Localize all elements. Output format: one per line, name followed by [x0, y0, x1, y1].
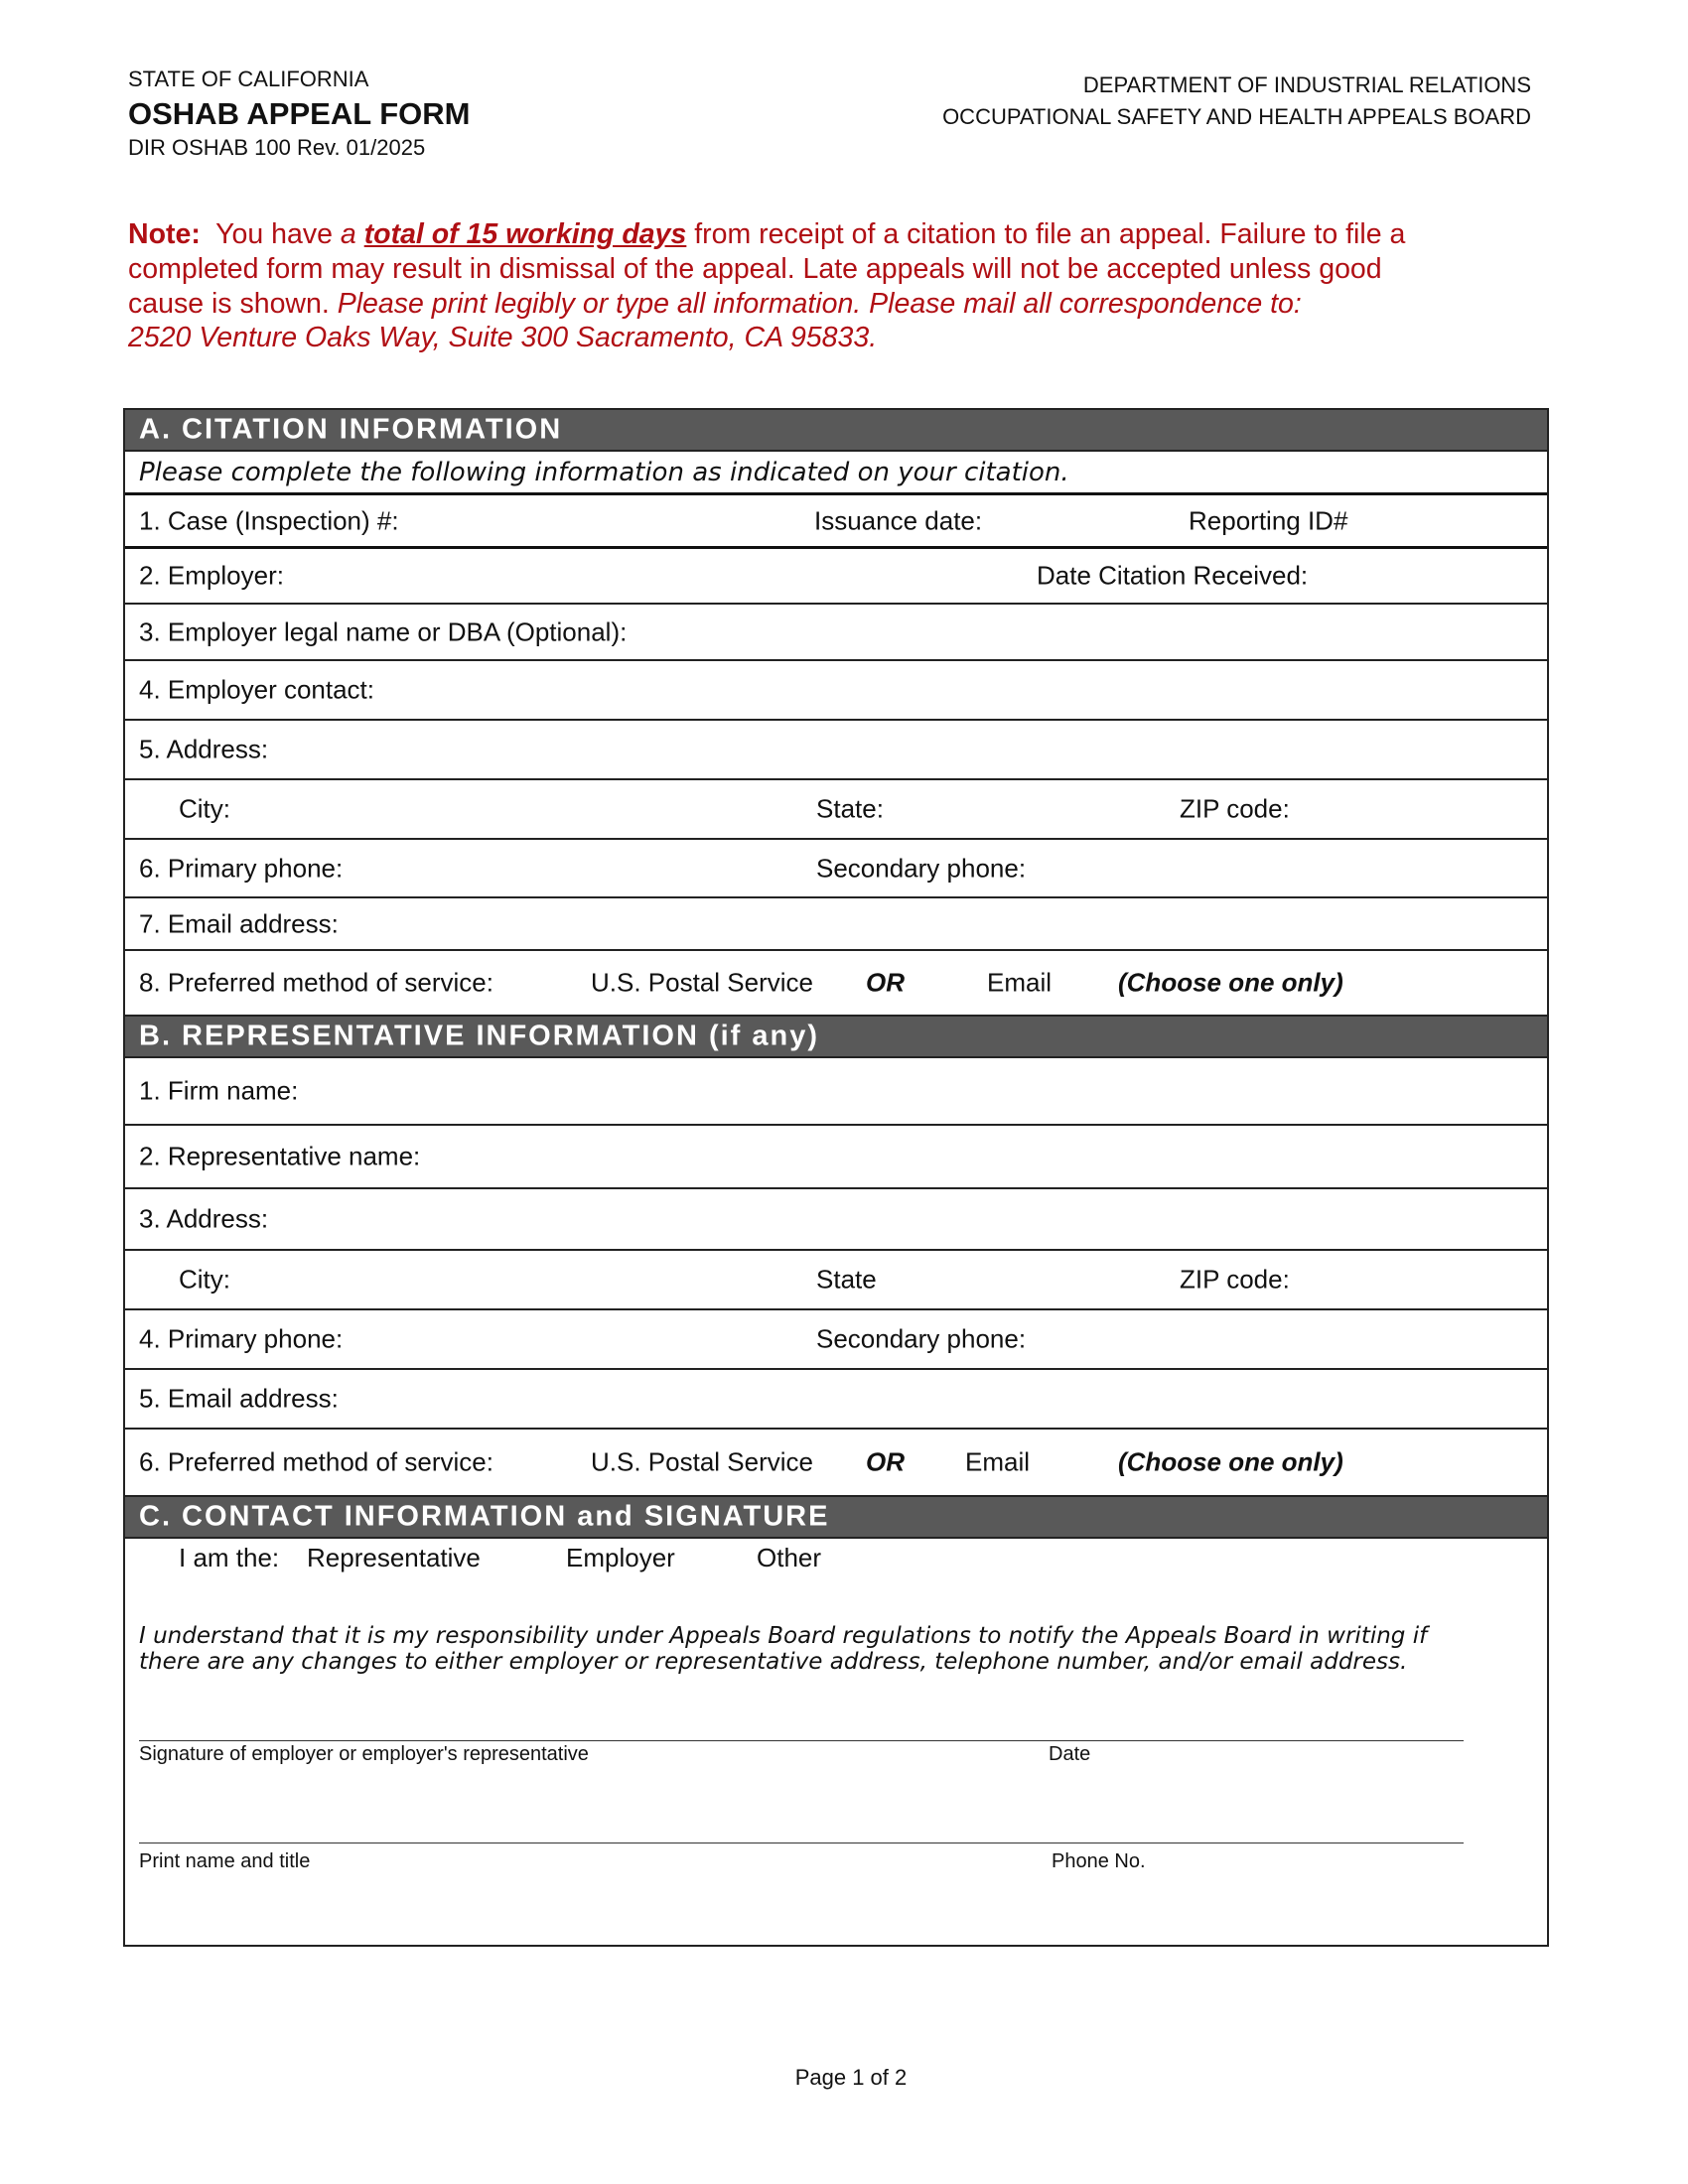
field-row-firm[interactable]	[125, 1058, 1547, 1126]
field-row-employer[interactable]	[125, 549, 1547, 605]
field-label: City:	[179, 793, 230, 824]
or-label: OR	[866, 967, 905, 998]
field-label: State:	[816, 793, 884, 824]
field-label: ZIP code:	[1180, 793, 1290, 824]
field-row-rep-email[interactable]	[125, 1370, 1547, 1430]
note-line-1	[128, 217, 1405, 251]
field-label: Reporting ID#	[1189, 505, 1348, 535]
field-row-city-state-zip[interactable]	[125, 780, 1547, 840]
note-label: Note:	[128, 218, 201, 250]
section-title: A. CITATION INFORMATION	[139, 413, 563, 446]
note-text: Please print legibly or type all information. Please mail all correspondence to:	[337, 288, 1302, 320]
signature-line[interactable]	[139, 1740, 1464, 1741]
field-label: Issuance date:	[814, 505, 983, 535]
note-text: You have	[215, 218, 333, 250]
state-label: STATE OF CALIFORNIA	[128, 67, 369, 91]
section-a-header	[125, 410, 1547, 452]
field-label: City:	[179, 1264, 230, 1295]
field-label: ZIP code:	[1180, 1264, 1290, 1295]
note-line-2: completed form may result in dismissal of the appeal. Late appeals will not be accepted unless good	[128, 253, 1382, 285]
signature-label: Signature of employer or employer's representative	[139, 1743, 589, 1765]
field-row-email[interactable]	[125, 898, 1547, 951]
field-label: 2. Employer:	[139, 560, 284, 591]
field-row-rep-address[interactable]	[125, 1189, 1547, 1251]
field-row-phones[interactable]	[125, 840, 1547, 898]
phone-label: Phone No.	[1052, 1850, 1146, 1872]
page-number: Page 1 of 2	[794, 2065, 908, 2090]
field-label: 3. Address:	[139, 1203, 269, 1234]
field-label: Secondary phone:	[816, 853, 1027, 883]
date-label: Date	[1049, 1743, 1091, 1765]
field-label: 6. Preferred method of service:	[139, 1446, 493, 1477]
option-email[interactable]: Email	[987, 967, 1053, 998]
field-row-rep-phones[interactable]	[125, 1310, 1547, 1370]
section-c-header	[125, 1497, 1547, 1539]
field-row-address[interactable]	[125, 721, 1547, 780]
deadline-emphasis: total of 15 working days	[363, 218, 687, 250]
field-label: 4. Primary phone:	[139, 1323, 344, 1354]
field-row-rep-city-state-zip[interactable]	[125, 1251, 1547, 1310]
section-title: B. REPRESENTATIVE INFORMATION (if any)	[139, 1020, 820, 1052]
mailing-address: 2520 Venture Oaks Way, Suite 300 Sacramento, CA 95833.	[128, 322, 878, 353]
board-name: OCCUPATIONAL SAFETY AND HEALTH APPEALS BOARD	[942, 104, 1531, 129]
note-text: from receipt of a citation to file an appeal. Failure to file a	[694, 218, 1406, 250]
option-usps[interactable]: U.S. Postal Service	[591, 1446, 813, 1477]
field-label: State	[816, 1264, 877, 1295]
appeal-form-table	[123, 408, 1549, 1947]
field-row-rep-name[interactable]	[125, 1126, 1547, 1189]
print-name-label: Print name and title	[139, 1850, 311, 1872]
note-text: a	[340, 218, 356, 250]
option-other[interactable]: Other	[757, 1543, 822, 1572]
note-text: cause is shown.	[128, 288, 330, 320]
department-name: DEPARTMENT OF INDUSTRIAL RELATIONS	[1082, 72, 1531, 97]
field-label: 7. Email address:	[139, 908, 339, 938]
section-b-header	[125, 1017, 1547, 1058]
option-representative[interactable]: Representative	[307, 1543, 481, 1572]
field-label: Date Citation Received:	[1037, 560, 1309, 591]
or-label: OR	[866, 1446, 905, 1477]
field-row-contact[interactable]	[125, 661, 1547, 721]
field-label: 4. Employer contact:	[139, 674, 374, 705]
note-line-3	[128, 287, 1302, 321]
field-label: 3. Employer legal name or DBA (Optional):	[139, 616, 628, 646]
section-a-instruction	[125, 452, 1547, 495]
field-label: 2. Representative name:	[139, 1141, 421, 1171]
option-employer[interactable]: Employer	[566, 1543, 675, 1572]
field-label: 5. Email address:	[139, 1383, 339, 1414]
responsibility-statement-2: there are any changes to either employer or representative address, telephone number, and/or email address.	[139, 1649, 1408, 1675]
option-usps[interactable]: U.S. Postal Service	[591, 967, 813, 998]
choose-hint: (Choose one only)	[1118, 967, 1343, 998]
section-title: C. CONTACT INFORMATION and SIGNATURE	[139, 1500, 830, 1533]
option-email[interactable]: Email	[965, 1446, 1031, 1477]
responsibility-statement-1: I understand that it is my responsibility under Appeals Board regulations to notify the Appeals Board in writing if	[139, 1623, 1428, 1649]
choose-hint: (Choose one only)	[1118, 1446, 1343, 1477]
field-label: 1. Case (Inspection) #:	[139, 505, 399, 535]
field-label: Secondary phone:	[816, 1323, 1027, 1354]
field-label: 6. Primary phone:	[139, 853, 344, 883]
field-label: 1. Firm name:	[139, 1075, 299, 1106]
form-title: OSHAB APPEAL FORM	[128, 96, 471, 131]
form-id: DIR OSHAB 100 Rev. 01/2025	[128, 135, 426, 160]
field-label: 8. Preferred method of service:	[139, 967, 493, 998]
field-row-legal-name[interactable]	[125, 605, 1547, 661]
field-row-case[interactable]	[125, 495, 1547, 549]
field-label: 5. Address:	[139, 734, 269, 764]
instruction-text: Please complete the following information as indicated on your citation.	[139, 457, 1069, 487]
field-row-rep-service-method	[125, 1430, 1547, 1497]
field-row-service-method	[125, 951, 1547, 1017]
iam-label: I am the:	[179, 1543, 280, 1572]
